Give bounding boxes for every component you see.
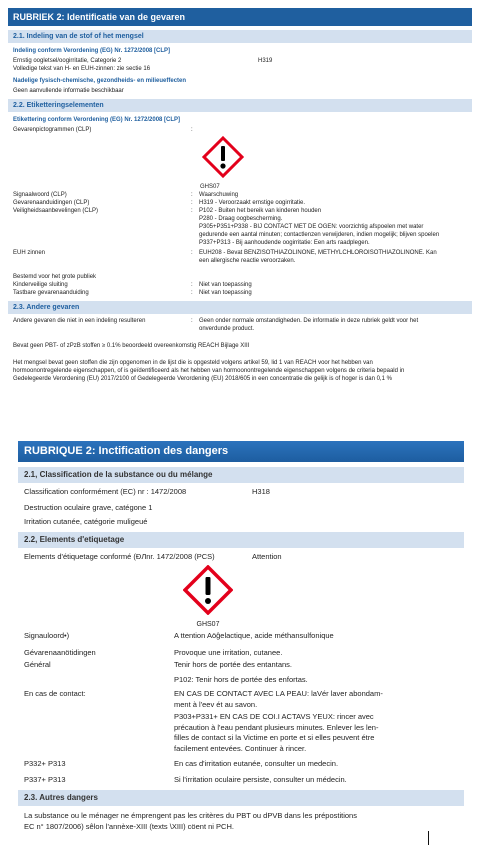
precautions-row: Veiligheidsaanbevelingen (CLP) : P102 - Buiten het bereik van kinderen houden P280 - Draag oogbescherming. P305+P351+P338 - BIJ CONTACT MET DE OGEN: voorzichtig afspoelen met water gedurende een aantal minuten; contactlenzen verwijderen, indien mogelijk; blijven spoelen P337+P313 - Bij aanhoudende oogirritatie: Een arts raadplegen. (13, 207, 467, 247)
precaution-line: P280 - Draag oogbescherming. (199, 216, 283, 222)
p332-row: P332+ P313 En cas d'irritation eutanée, consulter un medecin. (24, 759, 339, 768)
subsection-title-2-1: 2.1, Classification de la substance ou du mélange (18, 467, 464, 483)
public-heading: Bestemd voor het grote publiek (13, 274, 97, 280)
subsection-title-2-1: 2.1. Indeling van de stof of het mengsel (8, 30, 472, 43)
subsection-title-2-2: 2.2. Etiketteringselementen (8, 99, 472, 112)
no-info-text: Geen aanvullende informatie beschikbaar (13, 88, 124, 94)
classification-code: H319 (258, 58, 273, 64)
contact-row: En cas de contact: EN CAS DE CONTACT AVEC LA PEAU: laVér laver abondam- ment à l'eev ét au savon. P303+P331+ EN CAS DE COI.I ACTAVS YEUX: rincer avec précaution à l'eau pendant plusieurs minutes. Enlever les len- filles de contact si la Victime en porte et si elles peuvent étre facilement entevées. Continuer à rincer. (24, 689, 383, 753)
exclamation-hazard-icon (183, 565, 233, 615)
tactile-row: Tastbare gevarenaanduiding : Niet van toepassing (13, 290, 252, 296)
other-hazards-row: Andere gevaren die niet in een indeling resulteren : Geen onder normale omstandigheden. De informatie in deze rubriek geldt voor het onverdunde product. (13, 318, 419, 332)
effects-heading: Nadelige fysisch-chemische, gezondheids- en milieueffecten (13, 78, 187, 84)
labelling-row: Elements d'étiquetage conformé (ÐЛnr. 1472/2008 (PCS) Attention (24, 551, 282, 561)
french-section: RUBRIQUE 2: Inctification des dangers 2.1, Classification de la substance ou du mélange Classification conformément (EC) nr : 1472/2008 H318 Destruction oculaire grave, catégone 1 Irritation cutanée, catégorie muligeué 2.2, Elements d'etiquetage Elements d'étiquetage conformé (ÐЛnr. 1472/2008 (PCS) Attention GHS07 Signauloord•) A ttention Aöĝelactique, acide méthansulfonique Gévarenaanötidingen Provoque une irritation, cutanee. Général Tenir hors de portée des entantans. P102: Tenir hors de portée des enfortas. En cas de contact: EN CAS DE CONTACT AVEC LA PEAU: laVér laver abondam- ment à l'eev ét au savon. P303+P331+ EN CAS DE COI.I ACTAVS YEUX: rincer avec précaution à l'eau pendant plusieurs minutes. Enlever les len- filles de contact si la Victime en porte et si elles peuvent étre facilement entevées. Continuer à rincer. P332+ P313 En cas d'irritation eutanée, consulter un medecin. P337+ P313 Si l'irritation oculaire persiste, consulter un médecin. 2.3. Autres dangers La substance ou le ménager ne émprengent pas les critères du PBT ou dPVB dans les prépostitions EC n° 1807/2006) sêlon l'annèxe-XIII (texts \XIII) cöent ni PCH. (18, 441, 464, 832)
section-header: RUBRIQUE 2: Inctification des dangers (18, 441, 464, 462)
general-row: Général Tenir hors de portée des entantans. P102: Tenir hors de portée des enfortas. (24, 660, 308, 684)
section-header: RUBRIEK 2: Identificatie van de gevaren (8, 8, 472, 26)
clp-labelling-heading: Etikettering conform Verordening (EG) Nr. 1272/2008 [CLP] (13, 117, 181, 123)
p337-row: P337+ P313 Si l'irritation oculaire persiste, consulter un médecin. (24, 774, 347, 784)
signal-word-row: Signaalwoord (CLP) : Waarschuwing (13, 192, 239, 198)
ghs07-pictogram (178, 565, 238, 629)
subsection-title-2-2: 2.2, Elements d'etiquetage (18, 532, 464, 548)
pictogram-code: GHS07 (200, 184, 220, 190)
subsection-title-2-3: 2.3. Andere gevaren (8, 301, 472, 314)
subsection-title-2-3: 2.3. Autres dangers (18, 790, 464, 806)
exclamation-hazard-icon (202, 136, 244, 178)
signal-word-row: Signauloord•) A ttention Aöĝelactique, acide méthansulfonique (24, 631, 334, 640)
pictogram-code: GHS07 (196, 621, 220, 628)
clp-classification-heading: Indeling conform Verordening (EG) Nr. 1272/2008 [CLP] (13, 48, 171, 54)
euh-row: EUH zinnen : EUH208 - Bevat BENZISOTHIAZOLINONE, METHYLCHLOROISOTHIAZOLINONE. Kan een allergische reactie veroorzaken. (13, 250, 437, 264)
precaution-line: P305+P351+P338 - BIJ CONTACT MET DE OGEN: voorzichtig afspoelen met water (199, 224, 424, 230)
precaution-line: gedurende een aantal minuten; contactlenzen verwijderen, indien mogelijk; blijven spoelen (199, 232, 440, 238)
text-cursor (428, 831, 429, 845)
endocrine-text: Het mengsel bevat geen stoffen die zijn opgenomen in de lijst die is opgesteld volgens artikel 59, lid 1 van REACH voor het hebben van hormoonontregelende eigenschappen, of is geïdentificeerd als het hebben van hormoonontregelende eigenschappen volgens de criteria bepaald in Gedelegeerde Verordening (EU) 2017/2100 of Gedelegeerde Verordening (EU) 2018/605 in een concentratie die gelijk is of hoger is dan 0,1 % (13, 360, 405, 382)
full-text-note: Volledige tekst van H- en EUH-zinnen: zie sectie 16 (13, 66, 151, 72)
child-safe-row: Kinderveilige sluiting : Niet van toepassing (13, 282, 252, 288)
precaution-line: P102 - Buiten het bereik van kinderen houden (199, 208, 322, 214)
classification-row: Classification conformément (EC) nr : 1472/2008 H318 (24, 487, 270, 496)
hazard-statements-row: Gevarenaanduidingen (CLP) : H319 - Veroorzaakt ernstige oogirritatie. (13, 200, 306, 206)
precaution-line: P337+P313 - Bij aanhoudende oogirritatie: Een arts raadplegen. (199, 240, 370, 246)
ghs07-pictogram (198, 136, 248, 191)
classification-row (13, 57, 467, 65)
dutch-section (8, 8, 472, 383)
pictograms-row: Gevarenpictogrammen (CLP) : (13, 127, 193, 133)
pbt-text: Bevat geen PBT- of zPzB stoffen ≥ 0.1% beoordeeld overeenkomstig REACH Bijlage XIII (13, 343, 250, 349)
hazard-row: Gévarenaanötidingen Provoque une irritation, cutanee. (24, 647, 283, 657)
pictograms-label: Gevarenpictogrammen (CLP) (13, 127, 92, 133)
classification-text: Ernstig oogletsel/oogirritatie, Categorie 2 (13, 58, 122, 64)
